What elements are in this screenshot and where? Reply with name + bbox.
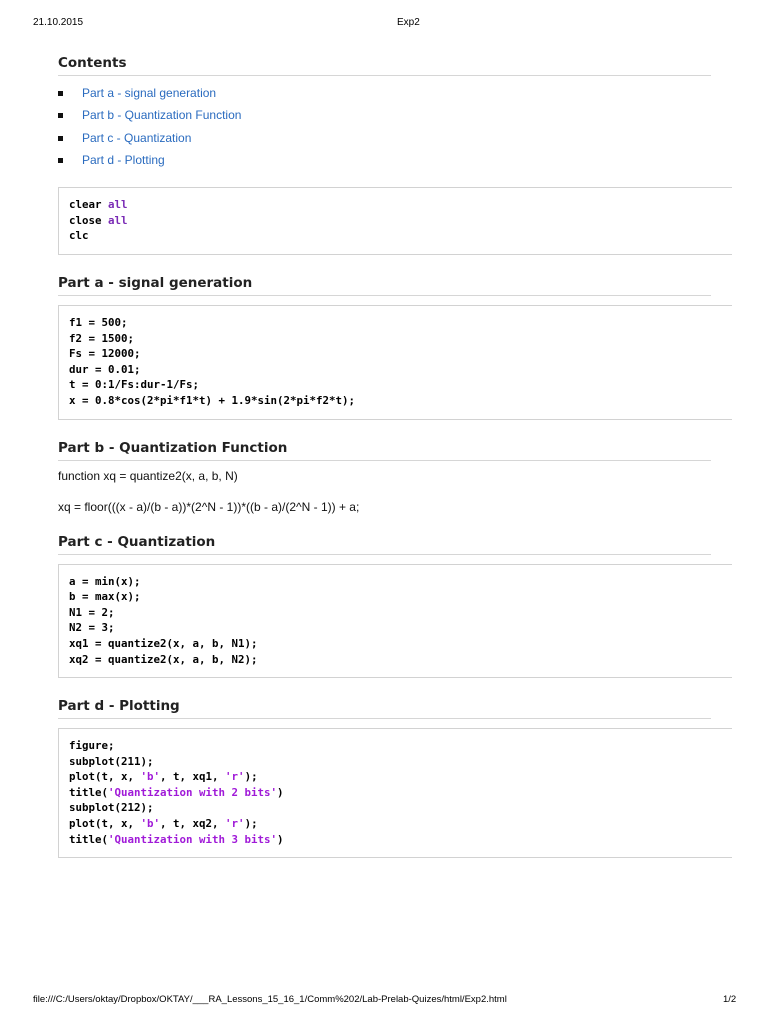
toc-item-part-d bbox=[58, 153, 768, 175]
code-token: f2 = 1500; bbox=[69, 331, 135, 345]
code-line bbox=[69, 590, 141, 603]
toc-link-part-d[interactable]: Part d - Plotting bbox=[82, 152, 165, 167]
function-body: xq = floor(((x - a)/(b - a))*(2^N - 1))*((b - a)/(2^N - 1)) + a; bbox=[58, 499, 360, 514]
code-line bbox=[69, 363, 141, 376]
code-line bbox=[69, 755, 154, 768]
code-token: title( bbox=[69, 832, 109, 846]
page-number: 1/2 bbox=[723, 994, 737, 1005]
toc-item-part-b bbox=[58, 108, 768, 130]
code-token: xq2 = quantize2(x, a, b, N2); bbox=[69, 652, 258, 666]
code-line bbox=[69, 801, 154, 814]
print-footer bbox=[0, 994, 768, 1008]
code-token: dur = 0.01; bbox=[69, 362, 141, 376]
code-string: 'r' bbox=[225, 770, 245, 784]
contents-heading: Contents bbox=[58, 55, 711, 76]
code-token: f1 = 500; bbox=[69, 315, 128, 329]
code-token: subplot(211); bbox=[69, 754, 154, 768]
code-token: ) bbox=[277, 832, 284, 846]
code-keyword: all bbox=[108, 213, 128, 227]
code-token: a = min(x); bbox=[69, 574, 141, 588]
part-a-heading: Part a - signal generation bbox=[58, 275, 711, 296]
code-token: N2 = 3; bbox=[69, 621, 115, 635]
code-token: plot(t, x, bbox=[69, 817, 141, 831]
code-token: clc bbox=[69, 229, 89, 243]
intro-code-block bbox=[58, 187, 732, 255]
function-signature: function xq = quantize2(x, a, b, N) bbox=[58, 468, 238, 483]
part-d-heading: Part d - Plotting bbox=[58, 698, 711, 719]
code-string: 'b' bbox=[140, 817, 161, 831]
part-c-heading: Part c - Quantization bbox=[58, 534, 711, 555]
code-token: Fs = 12000; bbox=[69, 347, 141, 361]
contents-list bbox=[58, 86, 768, 175]
part-b-heading: Part b - Quantization Function bbox=[58, 440, 711, 461]
code-token: ) bbox=[277, 785, 284, 799]
code-line bbox=[69, 653, 258, 666]
code-token: ); bbox=[244, 770, 258, 784]
code-string: 'r' bbox=[225, 817, 245, 831]
code-line bbox=[69, 606, 115, 619]
code-token: , t, xq1, bbox=[160, 770, 226, 784]
code-string: 'b' bbox=[140, 770, 161, 784]
code-line bbox=[69, 575, 141, 588]
code-line bbox=[69, 770, 258, 783]
toc-item-part-a bbox=[58, 86, 768, 108]
code-token: t = 0:1/Fs:dur-1/Fs; bbox=[69, 378, 200, 392]
bullet-icon bbox=[58, 136, 63, 141]
bullet-icon bbox=[58, 158, 63, 163]
code-line bbox=[69, 637, 258, 650]
code-line bbox=[69, 378, 199, 391]
code-token: ); bbox=[244, 817, 258, 831]
code-line bbox=[69, 229, 89, 242]
code-line bbox=[69, 214, 128, 227]
code-token: , t, xq2, bbox=[160, 817, 226, 831]
toc-link-part-c[interactable]: Part c - Quantization bbox=[82, 130, 192, 145]
code-token: x = 0.8*cos(2*pi*f1*t) + 1.9*sin(2*pi*f2*t); bbox=[69, 393, 356, 407]
code-line bbox=[69, 332, 134, 345]
print-header bbox=[0, 17, 768, 31]
code-line bbox=[69, 394, 355, 407]
toc-link-part-b[interactable]: Part b - Quantization Function bbox=[82, 108, 242, 123]
part-d-code-block bbox=[58, 728, 732, 858]
code-line bbox=[69, 739, 115, 752]
print-title: Exp2 bbox=[397, 17, 420, 28]
part-c-code-block bbox=[58, 564, 732, 679]
code-token: plot(t, x, bbox=[69, 770, 141, 784]
print-date: 21.10.2015 bbox=[33, 17, 84, 28]
code-string: 'Quantization with 3 bits' bbox=[108, 832, 278, 846]
code-token: close bbox=[69, 213, 109, 227]
code-line bbox=[69, 347, 141, 360]
code-token: clear bbox=[69, 198, 109, 212]
toc-item-part-c bbox=[58, 131, 768, 153]
toc-link-part-a[interactable]: Part a - signal generation bbox=[82, 86, 217, 100]
code-line bbox=[69, 316, 128, 329]
bullet-icon bbox=[58, 91, 63, 96]
code-keyword: all bbox=[108, 198, 128, 212]
code-line bbox=[69, 198, 128, 211]
code-token: figure; bbox=[69, 739, 115, 753]
bullet-icon bbox=[58, 113, 63, 118]
code-line bbox=[69, 621, 115, 634]
document-body bbox=[58, 55, 768, 858]
code-line bbox=[69, 833, 284, 846]
code-line bbox=[69, 817, 258, 830]
part-a-code-block bbox=[58, 305, 732, 420]
code-line bbox=[69, 786, 284, 799]
code-token: xq1 = quantize2(x, a, b, N1); bbox=[69, 636, 258, 650]
file-path: file:///C:/Users/oktay/Dropbox/OKTAY/___RA_Lessons_15_16_1/Comm%202/Lab-Prelab-Quizes/html/Exp2.html bbox=[33, 994, 507, 1005]
code-token: b = max(x); bbox=[69, 590, 141, 604]
code-token: N1 = 2; bbox=[69, 605, 115, 619]
code-string: 'Quantization with 2 bits' bbox=[108, 785, 278, 799]
code-token: title( bbox=[69, 785, 109, 799]
code-token: subplot(212); bbox=[69, 801, 154, 815]
